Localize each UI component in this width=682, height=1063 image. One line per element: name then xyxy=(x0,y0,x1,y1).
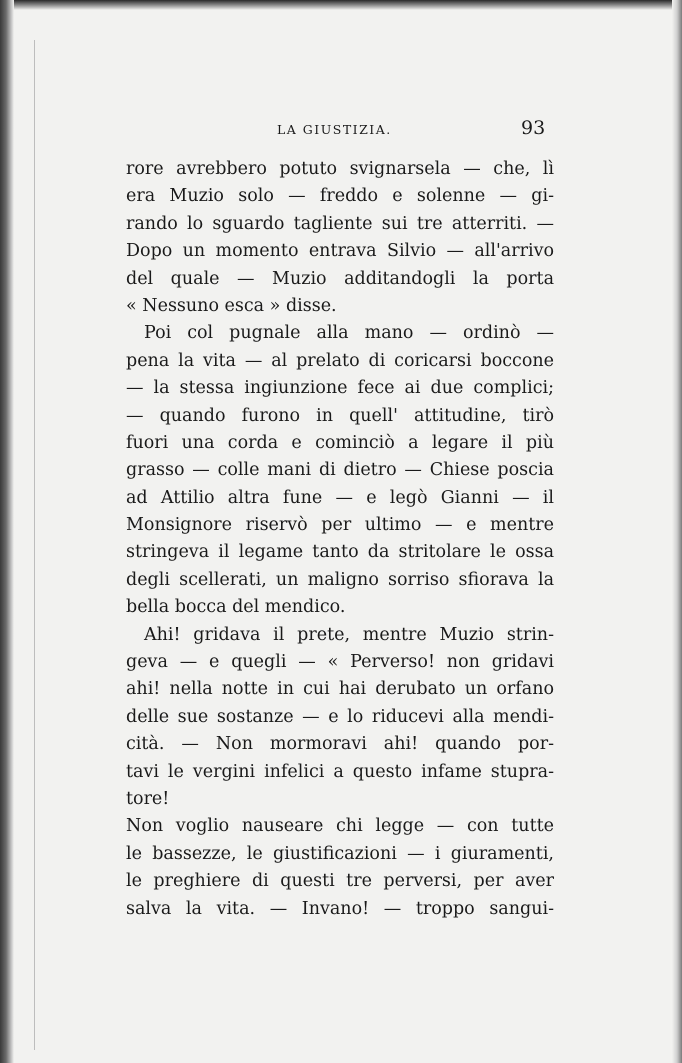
text-line: le preghiere di questi tre perversi, per aver xyxy=(126,871,554,892)
text-line: era Muzio solo — freddo e solenne — gi- xyxy=(126,186,554,207)
text-line: le bassezze, le giustificazioni — i giuramenti, xyxy=(126,843,554,864)
text-line: « Nessuno esca » disse. xyxy=(126,295,337,316)
text-line: ahi! nella notte in cui hai derubato un orfano xyxy=(126,679,554,700)
text-line: fuori una corda e cominciò a legare il più xyxy=(126,432,554,453)
text-line: Non voglio nauseare chi legge — con tutte xyxy=(126,816,554,837)
text-line: bella bocca del mendico. xyxy=(126,597,346,618)
text-line: — la stessa ingiunzione fece ai due complici; xyxy=(126,378,554,399)
text-line: del quale — Muzio additandogli la porta xyxy=(126,268,554,289)
text-line: cità. — Non mormoravi ahi! quando por- xyxy=(126,734,554,755)
text-line: Ahi! gridava il prete, mentre Muzio strin- xyxy=(144,624,554,645)
text-line: salva la vita. — Invano! — troppo sangui- xyxy=(126,898,554,919)
text-line: delle sue sostanze — e lo riducevi alla mendi- xyxy=(126,706,554,727)
text-line: geva — e quegli — « Perverso! non gridavi xyxy=(126,652,554,673)
page-number: 93 xyxy=(521,117,546,139)
running-head: LA GIUSTIZIA. xyxy=(277,122,392,137)
text-line: tore! xyxy=(126,788,170,809)
text-line: tavi le vergini infelici a questo infame stupra- xyxy=(126,761,554,782)
body-text xyxy=(126,156,554,923)
text-line: stringeva il legame tanto da stritolare le ossa xyxy=(126,542,554,563)
text-line: rore avrebbero potuto svignarsela — che, lì xyxy=(126,159,554,179)
text-line: Poi col pugnale alla mano — ordinò — xyxy=(144,323,554,344)
text-line: grasso — colle mani di dietro — Chiese poscia xyxy=(126,460,554,481)
text-line: Monsignore riservò per ultimo — e mentre xyxy=(126,515,554,536)
text-line: ad Attilio altra fune — e legò Gianni — il xyxy=(126,487,554,508)
text-line: degli scellerati, un maligno sorriso sfiorava la xyxy=(126,569,554,590)
text-line: Dopo un momento entrava Silvio — all'arrivo xyxy=(126,241,554,262)
text-line: rando lo sguardo tagliente sui tre atterriti. — xyxy=(126,213,554,234)
text-line: pena la vita — al prelato di coricarsi boccone xyxy=(126,350,554,371)
text-line: — quando furono in quell' attitudine, tirò xyxy=(126,405,554,426)
